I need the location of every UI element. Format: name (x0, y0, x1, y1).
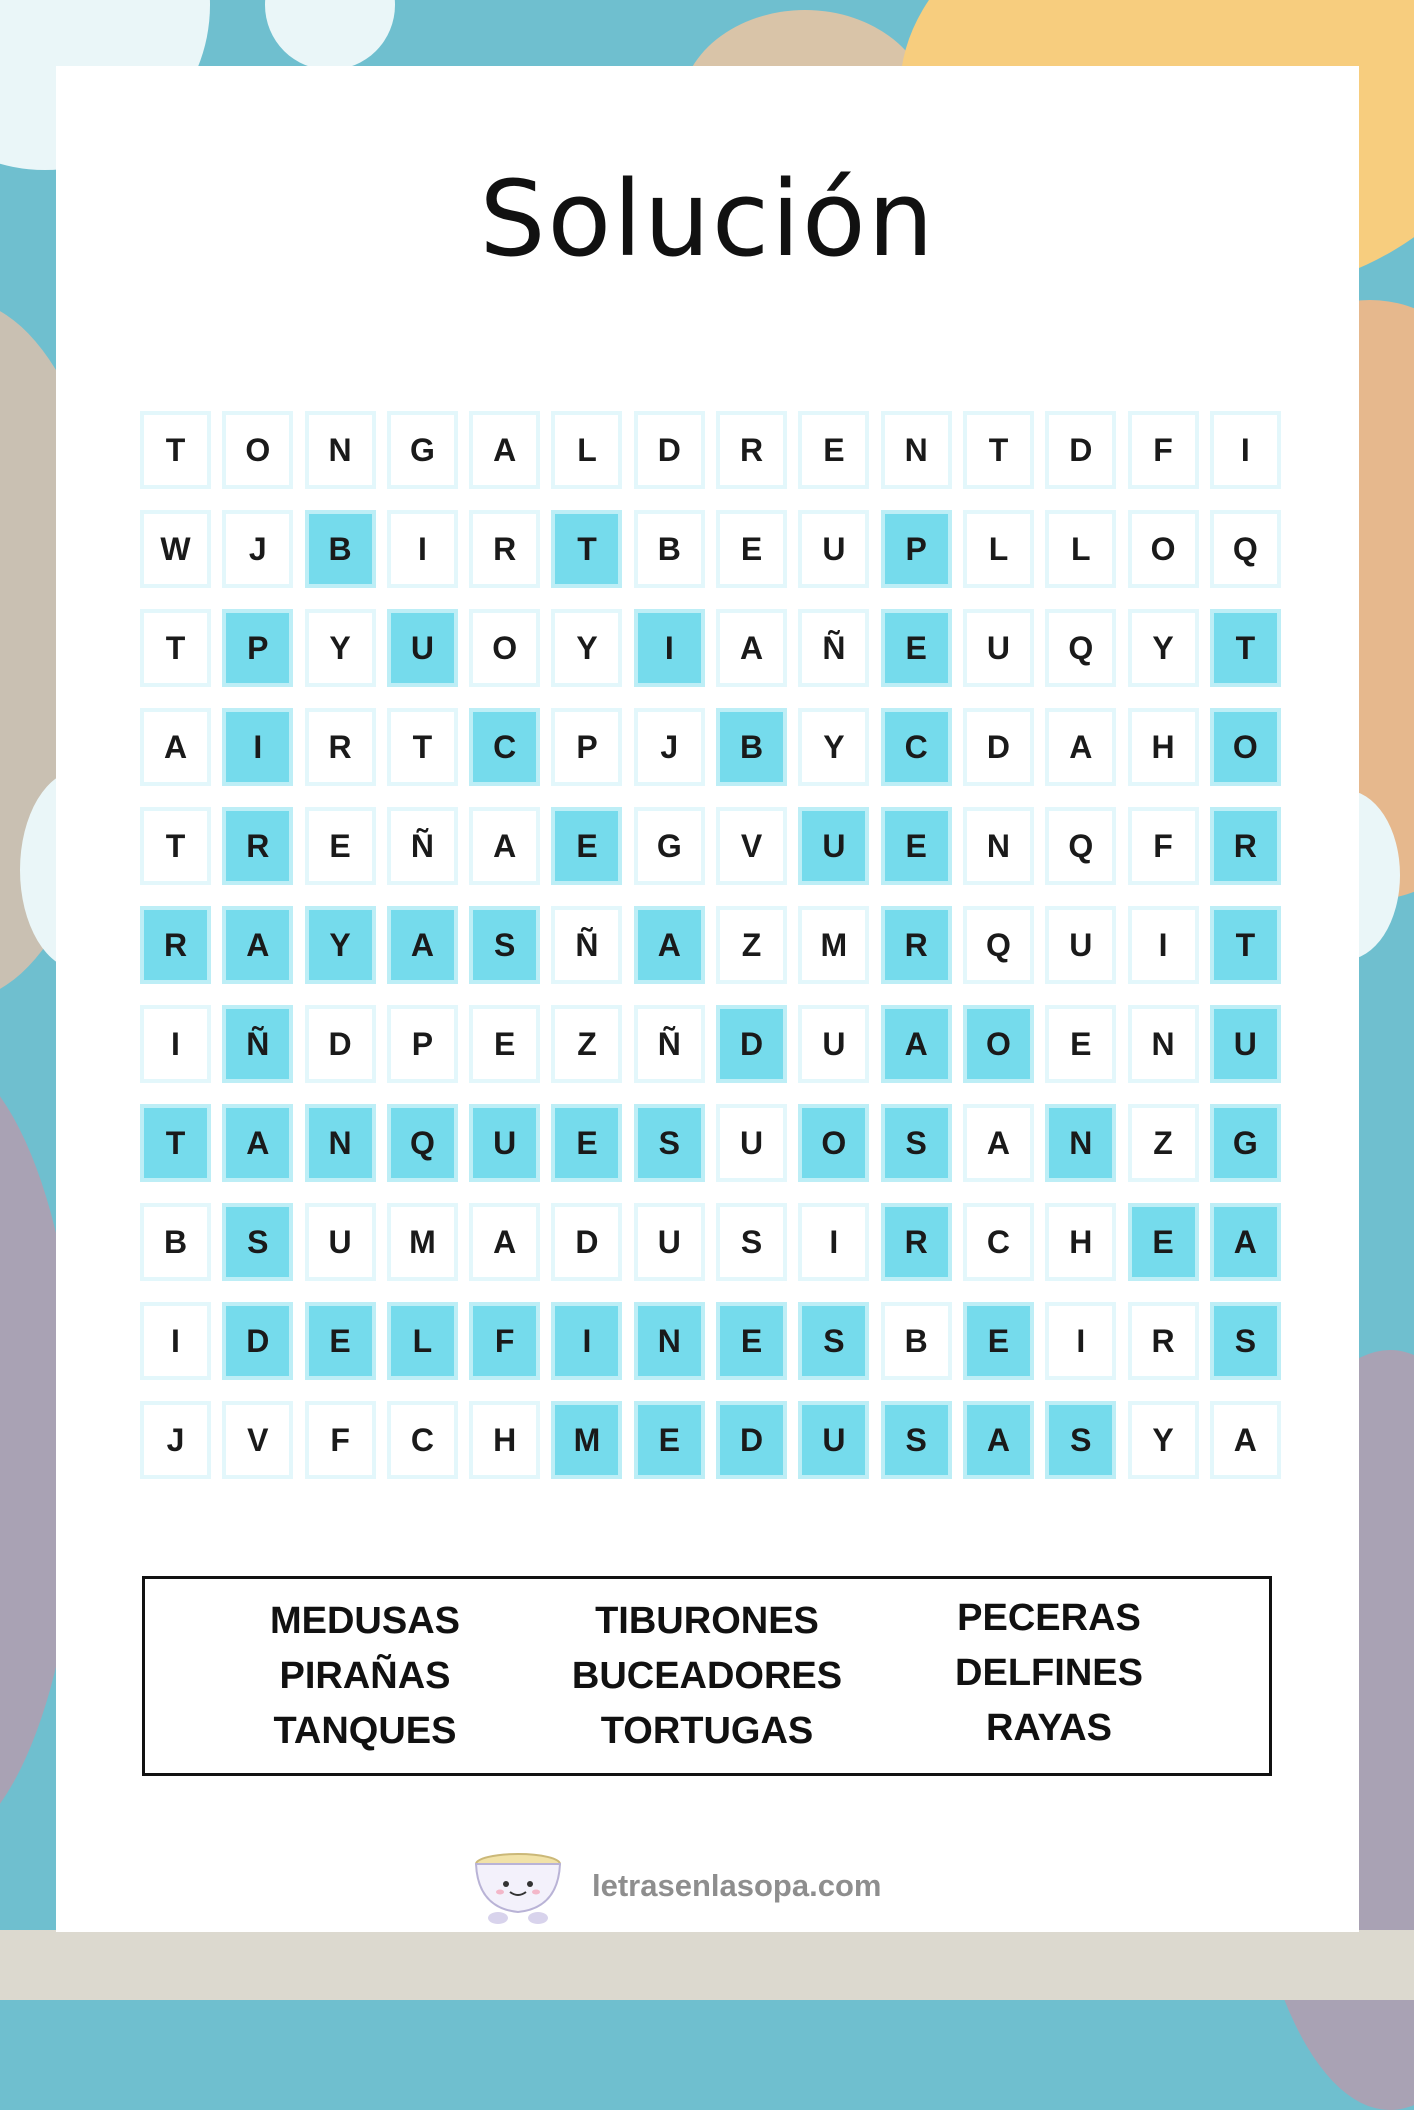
grid-cell: M (798, 906, 869, 984)
word-item: MEDUSAS (269, 1599, 461, 1642)
grid-cell: Y (305, 609, 376, 687)
grid-cell: L (1045, 510, 1116, 588)
grid-cell: P (222, 609, 293, 687)
grid-cell: H (1045, 1203, 1116, 1281)
grid-cell: Ñ (222, 1005, 293, 1083)
grid-cell: I (387, 510, 458, 588)
grid-cell: U (634, 1203, 705, 1281)
grid-cell: T (1210, 609, 1281, 687)
grid-cell: O (963, 1005, 1034, 1083)
grid-cell: N (963, 807, 1034, 885)
grid-cell: N (305, 411, 376, 489)
grid-cell: A (1210, 1401, 1281, 1479)
word-item: RAYAS (985, 1706, 1113, 1749)
grid-cell: E (634, 1401, 705, 1479)
footer (468, 1846, 968, 1926)
grid-cell: U (1045, 906, 1116, 984)
grid-cell: T (140, 609, 211, 687)
grid-cell: E (798, 411, 869, 489)
grid-cell: P (551, 708, 622, 786)
grid-cell: V (222, 1401, 293, 1479)
grid-cell: E (881, 807, 952, 885)
grid-cell: H (469, 1401, 540, 1479)
grid-cell: O (1210, 708, 1281, 786)
grid-cell: S (469, 906, 540, 984)
grid-cell: F (1128, 807, 1199, 885)
grid-cell: G (1210, 1104, 1281, 1182)
word-item: PIRAÑAS (279, 1654, 451, 1697)
word-item: TORTUGAS (600, 1709, 814, 1752)
grid-cell: G (634, 807, 705, 885)
grid-cell: W (140, 510, 211, 588)
grid-cell: S (222, 1203, 293, 1281)
grid-cell: A (716, 609, 787, 687)
grid-cell: R (1128, 1302, 1199, 1380)
grid-cell: A (140, 708, 211, 786)
grid-cell: S (881, 1104, 952, 1182)
grid-cell: O (1128, 510, 1199, 588)
grid-cell: C (387, 1401, 458, 1479)
grid-cell: E (963, 1302, 1034, 1380)
grid-cell: E (881, 609, 952, 687)
grid-cell: A (963, 1401, 1034, 1479)
grid-cell: A (881, 1005, 952, 1083)
grid-cell: L (387, 1302, 458, 1380)
page-title: Solución (479, 158, 936, 280)
grid-cell: D (305, 1005, 376, 1083)
word-item: PECERAS (957, 1596, 1141, 1639)
grid-cell: A (963, 1104, 1034, 1182)
grid-cell: R (222, 807, 293, 885)
puzzle-sheet (56, 66, 1359, 1932)
grid-cell: E (305, 807, 376, 885)
grid-cell: Ñ (551, 906, 622, 984)
grid-cell: N (634, 1302, 705, 1380)
grid-cell: A (469, 807, 540, 885)
grid-cell: T (140, 1104, 211, 1182)
grid-cell: I (551, 1302, 622, 1380)
grid-cell: T (551, 510, 622, 588)
grid-cell: A (1045, 708, 1116, 786)
grid-cell: F (1128, 411, 1199, 489)
grid-cell: B (881, 1302, 952, 1380)
grid-cell: I (1045, 1302, 1116, 1380)
grid-cell: P (387, 1005, 458, 1083)
grid-cell: Y (305, 906, 376, 984)
letter-grid (140, 411, 1281, 1479)
grid-cell: S (1045, 1401, 1116, 1479)
grid-cell: Z (551, 1005, 622, 1083)
grid-cell: O (469, 609, 540, 687)
grid-cell: S (1210, 1302, 1281, 1380)
grid-cell: N (305, 1104, 376, 1182)
grid-cell: E (1045, 1005, 1116, 1083)
grid-cell: T (140, 807, 211, 885)
grid-cell: B (305, 510, 376, 588)
word-item: TANQUES (273, 1709, 457, 1752)
grid-cell: A (634, 906, 705, 984)
grid-cell: F (469, 1302, 540, 1380)
bowl-mascot-icon (468, 1846, 568, 1926)
grid-cell: D (551, 1203, 622, 1281)
grid-cell: I (634, 609, 705, 687)
background-floor (0, 1930, 1414, 2000)
grid-cell: T (140, 411, 211, 489)
grid-cell: Q (1045, 609, 1116, 687)
grid-cell: E (469, 1005, 540, 1083)
grid-cell: D (716, 1005, 787, 1083)
grid-cell: C (881, 708, 952, 786)
word-item: TIBURONES (595, 1599, 819, 1642)
grid-cell: M (551, 1401, 622, 1479)
grid-cell: E (551, 807, 622, 885)
grid-cell: R (716, 411, 787, 489)
grid-cell: J (634, 708, 705, 786)
grid-cell: Ñ (798, 609, 869, 687)
grid-cell: F (305, 1401, 376, 1479)
word-column (547, 1579, 867, 1773)
grid-cell: U (798, 1005, 869, 1083)
grid-cell: U (716, 1104, 787, 1182)
background-blob (265, 0, 395, 70)
grid-cell: B (140, 1203, 211, 1281)
grid-cell: E (551, 1104, 622, 1182)
grid-cell: A (222, 1104, 293, 1182)
grid-cell: S (881, 1401, 952, 1479)
word-item: BUCEADORES (571, 1654, 843, 1697)
grid-cell: N (1128, 1005, 1199, 1083)
grid-cell: R (305, 708, 376, 786)
grid-cell: S (716, 1203, 787, 1281)
grid-cell: U (798, 1401, 869, 1479)
grid-cell: S (798, 1302, 869, 1380)
grid-cell: Q (1210, 510, 1281, 588)
grid-cell: Y (798, 708, 869, 786)
grid-cell: U (963, 609, 1034, 687)
grid-cell: D (1045, 411, 1116, 489)
grid-cell: Y (1128, 1401, 1199, 1479)
word-item: DELFINES (955, 1651, 1143, 1694)
grid-cell: N (1045, 1104, 1116, 1182)
grid-cell: O (798, 1104, 869, 1182)
grid-cell: L (551, 411, 622, 489)
grid-cell: B (634, 510, 705, 588)
grid-cell: R (469, 510, 540, 588)
grid-cell: G (387, 411, 458, 489)
grid-cell: P (881, 510, 952, 588)
grid-cell: Z (1128, 1104, 1199, 1182)
grid-cell: R (1210, 807, 1281, 885)
grid-cell: C (469, 708, 540, 786)
grid-cell: Z (716, 906, 787, 984)
grid-cell: U (1210, 1005, 1281, 1083)
grid-cell: C (963, 1203, 1034, 1281)
grid-cell: Q (1045, 807, 1116, 885)
grid-cell: E (716, 1302, 787, 1380)
grid-cell: U (469, 1104, 540, 1182)
grid-cell: I (222, 708, 293, 786)
grid-cell: I (140, 1302, 211, 1380)
word-column (205, 1579, 525, 1773)
grid-cell: D (716, 1401, 787, 1479)
grid-cell: D (634, 411, 705, 489)
grid-cell: A (1210, 1203, 1281, 1281)
grid-cell: B (716, 708, 787, 786)
grid-cell: I (1210, 411, 1281, 489)
word-column (889, 1573, 1209, 1773)
grid-cell: T (963, 411, 1034, 489)
grid-cell: J (140, 1401, 211, 1479)
grid-cell: S (634, 1104, 705, 1182)
word-list (142, 1576, 1272, 1776)
site-name: letrasenlasopa.com (592, 1868, 882, 1903)
grid-cell: J (222, 510, 293, 588)
grid-cell: D (222, 1302, 293, 1380)
grid-cell: U (387, 609, 458, 687)
grid-cell: A (469, 411, 540, 489)
grid-cell: U (305, 1203, 376, 1281)
grid-cell: I (798, 1203, 869, 1281)
grid-cell: Q (387, 1104, 458, 1182)
grid-cell: H (1128, 708, 1199, 786)
grid-cell: T (387, 708, 458, 786)
grid-cell: E (305, 1302, 376, 1380)
grid-cell: Q (963, 906, 1034, 984)
grid-cell: V (716, 807, 787, 885)
grid-cell: R (881, 906, 952, 984)
grid-cell: I (140, 1005, 211, 1083)
grid-cell: E (1128, 1203, 1199, 1281)
grid-cell: Y (551, 609, 622, 687)
grid-cell: A (387, 906, 458, 984)
grid-cell: R (881, 1203, 952, 1281)
grid-cell: Ñ (634, 1005, 705, 1083)
grid-cell: I (1128, 906, 1199, 984)
grid-cell: T (1210, 906, 1281, 984)
grid-cell: L (963, 510, 1034, 588)
grid-cell: Y (1128, 609, 1199, 687)
grid-cell: M (387, 1203, 458, 1281)
grid-cell: O (222, 411, 293, 489)
grid-cell: U (798, 510, 869, 588)
grid-cell: A (469, 1203, 540, 1281)
grid-cell: U (798, 807, 869, 885)
grid-cell: Ñ (387, 807, 458, 885)
grid-cell: E (716, 510, 787, 588)
grid-cell: R (140, 906, 211, 984)
grid-cell: A (222, 906, 293, 984)
grid-cell: D (963, 708, 1034, 786)
grid-cell: N (881, 411, 952, 489)
